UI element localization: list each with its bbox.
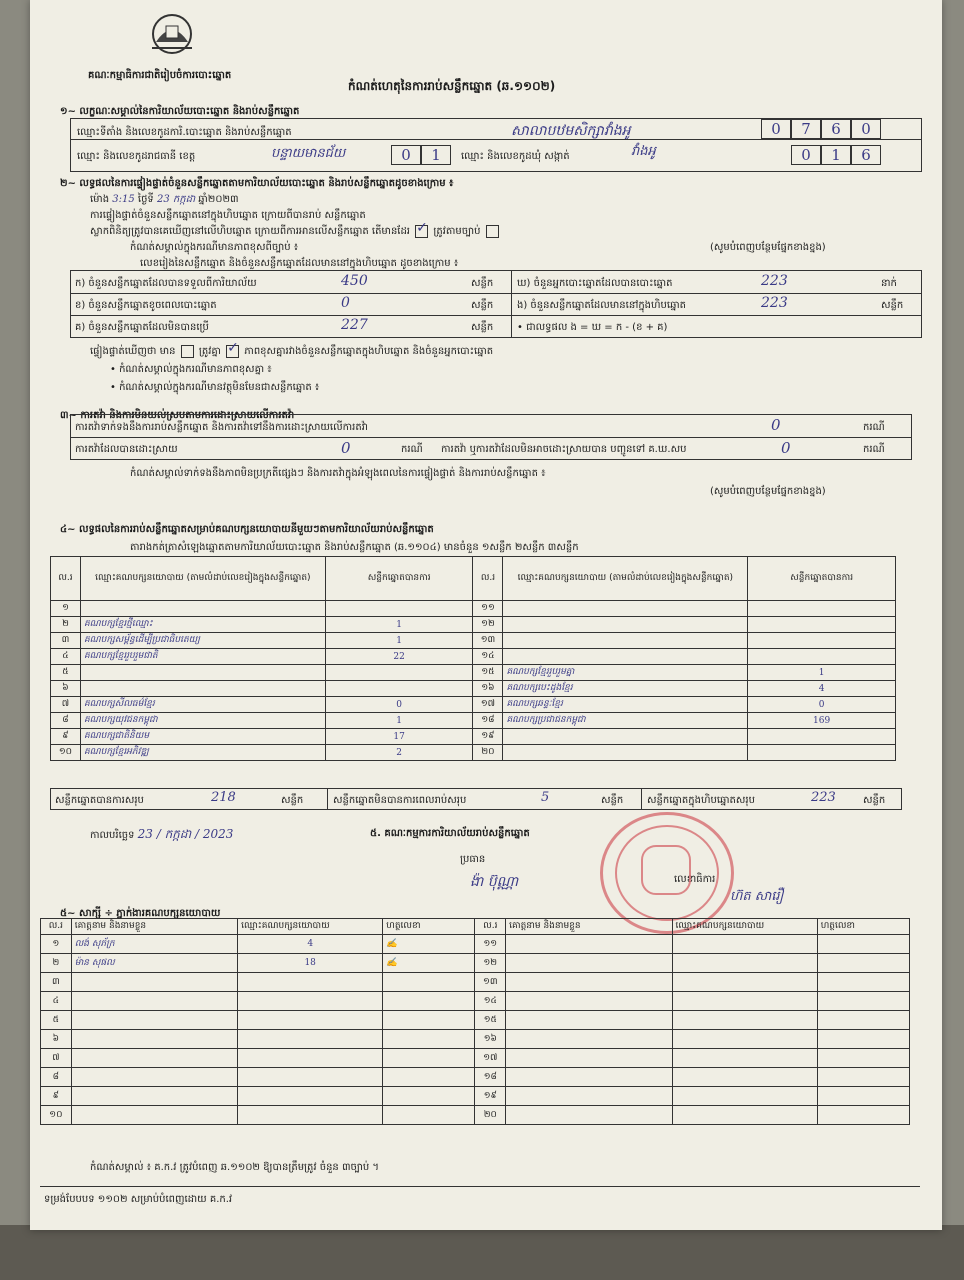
office-code-digit: 7 <box>791 119 821 139</box>
unused-unit: សន្លឹក <box>471 322 494 333</box>
witness-party: 18 <box>238 954 383 973</box>
party-name: គណបក្សសីលធម៌ខ្មែរ <box>80 697 325 713</box>
fill-hint-2: (សូមបំពេញបន្ថែមផ្នែកខាងខ្នង) <box>710 486 826 497</box>
unresolved-unit: ករណី <box>863 444 885 455</box>
complaints-label: ការតវ៉ាទាក់ទងនឹងការរាប់សន្លឹកឆ្នោត និងការតវ៉ាទៅនឹងការដោះស្រាយលើការតវ៉ា <box>75 422 369 433</box>
witness-party: 4 <box>238 935 383 954</box>
form-reference: ទម្រង់បែបបទ ១១០២ សម្រាប់បំពេញដោយ គ.ក.វ <box>44 1194 233 1205</box>
diff-note: • កំណត់សម្គាល់ក្នុងករណីមានភាពខុសគ្នា ៖ <box>110 364 272 375</box>
party-votes <box>325 681 473 697</box>
row-no: ៥ <box>51 665 81 681</box>
formula-label: • ជាលទ្ធផល ង = ឃ = ក - (ខ + គ) <box>517 322 668 333</box>
table-row <box>41 1030 910 1049</box>
party-votes: 1 <box>748 665 896 681</box>
row-no: ១០ <box>41 1106 72 1125</box>
party-votes <box>748 649 896 665</box>
commune-code-digit: 1 <box>821 145 851 165</box>
table-row <box>41 954 910 973</box>
consistency-label: ផ្ទៀងផ្ទាត់ឃើញថា មាន <box>90 346 176 357</box>
table-row <box>51 729 896 745</box>
witness-name: ម៉ាន សុផល <box>71 954 237 973</box>
voters-value: 223 <box>761 273 788 289</box>
row-no: ៩ <box>51 729 81 745</box>
location-label: ឈ្មោះទីតាំង និងលេខកូដការិ.បោះឆ្នោត និងរាប់សន្លឹកឆ្នោត <box>77 127 292 138</box>
location-name: សាលាបឋមសិក្សាវាំងអូ <box>511 123 631 139</box>
party-votes: 169 <box>748 713 896 729</box>
row-no: ១៩ <box>473 729 503 745</box>
party-votes <box>748 745 896 761</box>
complaints-value: 0 <box>771 416 781 434</box>
ballot-counts-table <box>70 270 922 338</box>
party-votes: 2 <box>325 745 473 761</box>
resolved-label: ការតវ៉ាដែលបានដោះស្រាយ <box>75 444 178 455</box>
verify-line: ការផ្ទៀងផ្ទាត់ចំនួនសន្លឹកឆ្នោតនៅក្នុងហិបឆ្នោត ក្រោយពីបានរាប់ សន្លឹកឆ្នោត <box>90 210 366 221</box>
w-col-no-right: ល.រ <box>475 919 506 935</box>
province-code-digit: 0 <box>391 145 421 165</box>
party-name: គណបក្សខ្មែរថ្មីឈ្មោះ <box>80 617 325 633</box>
ballot-count-form <box>30 0 942 1230</box>
object-note: • កំណត់សម្គាល់ក្នុងករណីមានវត្ថុមិនមែនជាសន្លឹកឆ្នោត ៖ <box>110 382 320 393</box>
yes-checkbox[interactable] <box>415 225 428 238</box>
section3-title: ៣~ ការតវ៉ា និងការមិនយល់ស្របតាមការដោះស្រាយលើការតវ៉ា <box>60 410 295 421</box>
party-name <box>80 665 325 681</box>
row-no: ៥ <box>41 1011 72 1030</box>
total-box-label: សន្លឹកឆ្នោតក្នុងហិបឆ្នោតសរុប <box>647 795 755 806</box>
commune-code-digit: 0 <box>791 145 821 165</box>
party-votes <box>748 729 896 745</box>
row-no: ២ <box>51 617 81 633</box>
date-line <box>90 826 233 844</box>
table-row <box>51 617 896 633</box>
time-label: ម៉ោង <box>90 194 110 205</box>
table-row <box>51 681 896 697</box>
row-no: ៩ <box>41 1087 72 1106</box>
office-code-digit: 6 <box>821 119 851 139</box>
w-col-no: ល.រ <box>41 919 72 935</box>
row-no: ៨ <box>41 1068 72 1087</box>
row-no: ១ <box>51 601 81 617</box>
w-col-name: គោត្តនាម និងនាមខ្លួន <box>71 919 237 935</box>
row-no: ៤ <box>41 992 72 1011</box>
received-value: 450 <box>341 273 368 289</box>
total-valid-unit: សន្លឹក <box>281 795 304 806</box>
w-col-name-right: គោត្តនាម និងនាមខ្លួន <box>506 919 672 935</box>
row-no: ១២ <box>475 954 506 973</box>
month-value: កក្កដា <box>172 194 196 205</box>
received-unit: សន្លឹក <box>471 278 494 289</box>
row-no: ១០ <box>51 745 81 761</box>
col-party-header: ឈ្មោះគណបក្សនយោបាយ (តាមលំដាប់លេខរៀងក្នុងសន្លឹកឆ្នោត) <box>80 557 325 601</box>
table-row <box>41 1087 910 1106</box>
received-label: ក) ចំនួនសន្លឹកឆ្នោតដែលបានទទួលពីការិយាល័យ <box>75 278 257 289</box>
row-no: ១២ <box>473 617 503 633</box>
party-votes: 17 <box>325 729 473 745</box>
party-name: គណបក្សយុវជនកម្ពុជា <box>80 713 325 729</box>
row-no: ២០ <box>475 1106 506 1125</box>
party-votes <box>748 601 896 617</box>
spoiled-unit: សន្លឹក <box>471 300 494 311</box>
row-no: ៣ <box>41 973 72 992</box>
province-code <box>391 145 451 165</box>
tally-sheet-line: តារាងកត់ត្រាសំឡេងឆ្នោតតាមការិយាល័យបោះឆ្នោត និងរាប់សន្លឹកឆ្នោត (ឆ.១១០៤) មានចំនួន ១សន្លឹក ២សន្លឹក ៣សន្លឹក <box>130 542 579 553</box>
voters-unit: នាក់ <box>881 278 897 289</box>
party-results-table <box>50 556 896 761</box>
witness-signature: ✍ <box>383 954 475 973</box>
row-no: ១១ <box>473 601 503 617</box>
party-votes <box>325 601 473 617</box>
w-col-sign-right: ហត្ថលេខា <box>817 919 909 935</box>
table-row <box>51 649 896 665</box>
party-name <box>503 729 748 745</box>
party-name: គណបក្សជាតិនិយម <box>80 729 325 745</box>
row-no: ១៤ <box>475 992 506 1011</box>
time-line <box>90 192 239 207</box>
total-box-value: 223 <box>811 790 836 805</box>
spoiled-value: 0 <box>341 295 350 311</box>
secretary-label: លេខាធិការ <box>674 874 716 885</box>
diff-note-label: កំណត់សម្គាល់ក្នុងករណីមានភាពខុសពីច្បាប់ ៖ <box>130 242 299 253</box>
total-invalid-unit: សន្លឹក <box>601 795 624 806</box>
table-row <box>41 935 910 954</box>
form-title: កំណត់ហេតុនៃការរាប់សន្លឹកឆ្នោត (ឆ.១១០២) <box>348 79 556 93</box>
party-name: គណបក្សខ្មែរអភិវឌ្ឍ <box>80 745 325 761</box>
resolved-value: 0 <box>341 439 351 457</box>
row-no: ១៧ <box>473 697 503 713</box>
row-no: ១៣ <box>473 633 503 649</box>
nec-emblem <box>142 12 202 58</box>
party-name: គណបក្សបេះដូងខ្មែរ <box>503 681 748 697</box>
commune-name: វាំងអូ <box>631 144 656 159</box>
party-votes: 1 <box>325 617 473 633</box>
party-votes: 0 <box>748 697 896 713</box>
official-stamp <box>600 812 734 934</box>
party-name <box>503 601 748 617</box>
difference-checkbox[interactable] <box>226 345 239 358</box>
party-votes <box>748 633 896 649</box>
witness-table <box>40 918 910 1125</box>
w-col-party: ឈ្មោះគណបក្សនយោបាយ <box>238 919 383 935</box>
time-value: 3:15 <box>112 194 135 205</box>
section5-title: ៥~ សាក្សី ÷ ភ្នាក់ងារគណបក្សនយោបាយ <box>60 908 221 919</box>
yes-label: ត្រូវតាមច្បាប់ <box>433 226 481 237</box>
row-no: ១៦ <box>475 1030 506 1049</box>
total-valid-label: សន្លឹកឆ្នោតបានការសរុប <box>55 795 144 806</box>
section1-table <box>70 118 922 172</box>
col-votes-header: សន្លឹកឆ្នោតបានការ <box>325 557 473 601</box>
row-no: ១៩ <box>475 1087 506 1106</box>
row-no: ១៥ <box>475 1011 506 1030</box>
row-no: ១៧ <box>475 1049 506 1068</box>
party-votes: 1 <box>325 713 473 729</box>
date-value: 23 / កក្កដា / 2023 <box>137 827 234 841</box>
total-valid-value: 218 <box>211 790 236 805</box>
complaints-unit: ករណី <box>863 422 885 433</box>
table-row <box>41 992 910 1011</box>
office-code-digit: 0 <box>761 119 791 139</box>
table-row <box>41 1049 910 1068</box>
row-no: ៤ <box>51 649 81 665</box>
row-no: ២ <box>41 954 72 973</box>
unresolved-value: 0 <box>781 439 791 457</box>
section1-title: ១~ លក្ខណៈសម្គាល់នៃការិយាល័យបោះឆ្នោត និងរាប់សន្លឹកឆ្នោត <box>60 106 300 117</box>
row-no: ១៥ <box>473 665 503 681</box>
row-no: ៧ <box>41 1049 72 1068</box>
commune-label: ឈ្មោះ និងលេខកូដឃុំ សង្កាត់ <box>461 151 570 162</box>
spoiled-label: ខ) ចំនួនសន្លឹកឆ្នោតខូចពេលបោះឆ្នោត <box>75 300 217 311</box>
province-name: បន្ទាយមានជ័យ <box>271 146 346 161</box>
difference-label: ភាពខុសគ្នារវាងចំនួនសន្លឹកឆ្នោតក្នុងហិបឆ្នោត និងចំនួនអ្នកបោះឆ្នោត <box>244 346 494 357</box>
party-votes <box>748 617 896 633</box>
in-box-label: ង) ចំនួនសន្លឹកឆ្នោតដែលមាននៅក្នុងហិបឆ្នោត <box>517 300 686 311</box>
col-party-header-right: ឈ្មោះគណបក្សនយោបាយ (តាមលំដាប់លេខរៀងក្នុងសន្លឹកឆ្នោត) <box>503 557 748 601</box>
match-label: ត្រូវគ្នា <box>198 346 221 357</box>
chair-label: ប្រធាន <box>460 854 486 865</box>
row-no: ១៣ <box>475 973 506 992</box>
row-no: ១ <box>41 935 72 954</box>
w-col-sign: ហត្ថលេខា <box>383 919 475 935</box>
secretary-signature: ហ៊ត សារឿ <box>730 889 784 904</box>
footer-note: កំណត់សម្គាល់ ៖ គ.ក.វ ត្រូវបំពេញ ឆ.១១០២ ឱ្យបានត្រឹមត្រូវ ចំនួន ៣ច្បាប់ ។ <box>90 1162 379 1173</box>
witness-name: លង់ សុភ័ក្រ <box>71 935 237 954</box>
section4-title: ៤~ លទ្ធផលនៃការរាប់សន្លឹកឆ្នោតសម្រាប់គណបក្សនយោបាយនីមួយៗតាមការិយាល័យរាប់សន្លឹកឆ្នោត <box>60 524 434 535</box>
party-votes: 22 <box>325 649 473 665</box>
unused-label: គ) ចំនួនសន្លឹកឆ្នោតដែលមិនបានប្រើ <box>75 322 209 333</box>
province-code-digit: 1 <box>421 145 451 165</box>
row-no: ១៨ <box>475 1068 506 1087</box>
year-text: ឆ្នាំ២០២៣ <box>198 194 239 205</box>
table-row <box>51 665 896 681</box>
section2-title: ២~ លទ្ធផលនៃការផ្ទៀងផ្ទាត់ចំនួនសន្លឹកឆ្នោតតាមការិយាល័យបោះឆ្នោត និងរាប់សន្លឹកឆ្នោតដូចខាងក្រោម ៖ <box>60 178 454 189</box>
party-name <box>503 649 748 665</box>
row-no: ១៤ <box>473 649 503 665</box>
committee-name: គណៈកម្មាធិការជាតិរៀបចំការបោះឆ្នោត <box>88 70 232 81</box>
consistency-line <box>90 344 493 359</box>
w-col-party-right: ឈ្មោះគណបក្សនយោបាយ <box>672 919 817 935</box>
committee-label: ៥. គណៈកម្មការការិយាល័យរាប់សន្លឹកឆ្នោត <box>370 828 530 839</box>
in-box-unit: សន្លឹក <box>881 300 904 311</box>
voters-label: ឃ) ចំនួនអ្នកបោះឆ្នោតដែលបានបោះឆ្នោត <box>517 278 673 289</box>
unused-value: 227 <box>341 317 368 333</box>
party-name: គណបក្សសម្ព័ន្ធដើម្បីប្រជាធិបតេយ្យ <box>80 633 325 649</box>
row-no: ៨ <box>51 713 81 729</box>
day-value: 23 <box>156 194 170 205</box>
total-invalid-value: 5 <box>541 790 550 805</box>
match-checkbox[interactable] <box>181 345 194 358</box>
table-row <box>41 1106 910 1125</box>
day-label: ថ្ងៃទី <box>137 194 154 205</box>
table-row <box>51 697 896 713</box>
row-no: ៦ <box>51 681 81 697</box>
row-no: ១៦ <box>473 681 503 697</box>
unresolved-label: ការតវ៉ា ឬការតវ៉ាដែលមិនអាចដោះស្រាយបាន បញ្ជូនទៅ គ.ឃ.សប <box>441 444 687 455</box>
total-invalid-label: សន្លឹកឆ្នោតមិនបានការពេលរាប់សរុប <box>333 795 467 806</box>
in-box-value: 223 <box>761 295 788 311</box>
party-votes: 1 <box>325 633 473 649</box>
witness-signature: ✍ <box>383 935 475 954</box>
party-name: គណបក្សប្រជាជនកម្ពុជា <box>503 713 748 729</box>
row-no: ២០ <box>473 745 503 761</box>
irregularities-note: កំណត់សម្គាល់ទាក់ទងនឹងភាពមិនប្រក្រតីផ្សេងៗ និងការតវ៉ាក្នុងអំឡុងពេលនៃការផ្ទៀងផ្ទាត់ និងការរាប់សន្លឹកឆ្នោត ៖ <box>130 468 546 479</box>
commune-code <box>791 145 881 165</box>
party-name: គណបក្សខ្មែររួបរួមជាតិ <box>80 649 325 665</box>
party-name <box>503 617 748 633</box>
party-name <box>503 633 748 649</box>
seal-line <box>90 224 501 239</box>
row-no: ៦ <box>41 1030 72 1049</box>
row-no: ៣ <box>51 633 81 649</box>
col-votes-header-right: សន្លឹកឆ្នោតបានការ <box>748 557 896 601</box>
chair-signature: ង៉ា ប៊ុណ្ណា <box>470 874 519 890</box>
party-votes: 0 <box>325 697 473 713</box>
col-no-header-right: ល.រ <box>473 557 503 601</box>
fill-hint: (សូមបំពេញបន្ថែមផ្នែកខាងខ្នង) <box>710 242 826 253</box>
row-no: ៧ <box>51 697 81 713</box>
party-votes <box>325 665 473 681</box>
office-code <box>761 119 881 139</box>
province-label: ឈ្មោះ និងលេខកូដរាជធានី ខេត្ត <box>77 151 196 162</box>
row-no: ១១ <box>475 935 506 954</box>
table-row <box>51 633 896 649</box>
total-box-unit: សន្លឹក <box>863 795 886 806</box>
table-row <box>41 1068 910 1087</box>
party-name: គណបក្សខ្មែររួបរួមគ្នា <box>503 665 748 681</box>
complaints-table <box>70 414 912 460</box>
row-no: ១៨ <box>473 713 503 729</box>
date-label: កាលបរិច្ឆេទ <box>90 830 135 841</box>
party-name <box>503 745 748 761</box>
party-votes: 4 <box>748 681 896 697</box>
table-row <box>41 973 910 992</box>
party-name: គណបក្សឆន្ទៈខ្មែរ <box>503 697 748 713</box>
totals-row <box>50 788 902 810</box>
office-code-digit: 0 <box>851 119 881 139</box>
table-row <box>41 1011 910 1030</box>
table-row <box>51 745 896 761</box>
resolved-unit: ករណី <box>401 444 423 455</box>
col-no-header: ល.រ <box>51 557 81 601</box>
commune-code-digit: 6 <box>851 145 881 165</box>
background-floor <box>0 1225 964 1280</box>
table-row <box>51 713 896 729</box>
party-name <box>80 681 325 697</box>
no-checkbox[interactable] <box>486 225 499 238</box>
party-name <box>80 601 325 617</box>
table-row <box>51 601 896 617</box>
seal-question: ស្លាកពិនិត្យត្រូវបានគេឃើញនៅលើហិបឆ្នោត ក្រោយពីការអានលើសន្លឹកឆ្នោត តើមានដែរ <box>90 226 410 237</box>
count-intro: លេខរៀងនៃសន្លឹកឆ្នោត និងចំនួនសន្លឹកឆ្នោតដែលមាននៅក្នុងហិបឆ្នោត ដូចខាងក្រោម ៖ <box>140 258 459 269</box>
